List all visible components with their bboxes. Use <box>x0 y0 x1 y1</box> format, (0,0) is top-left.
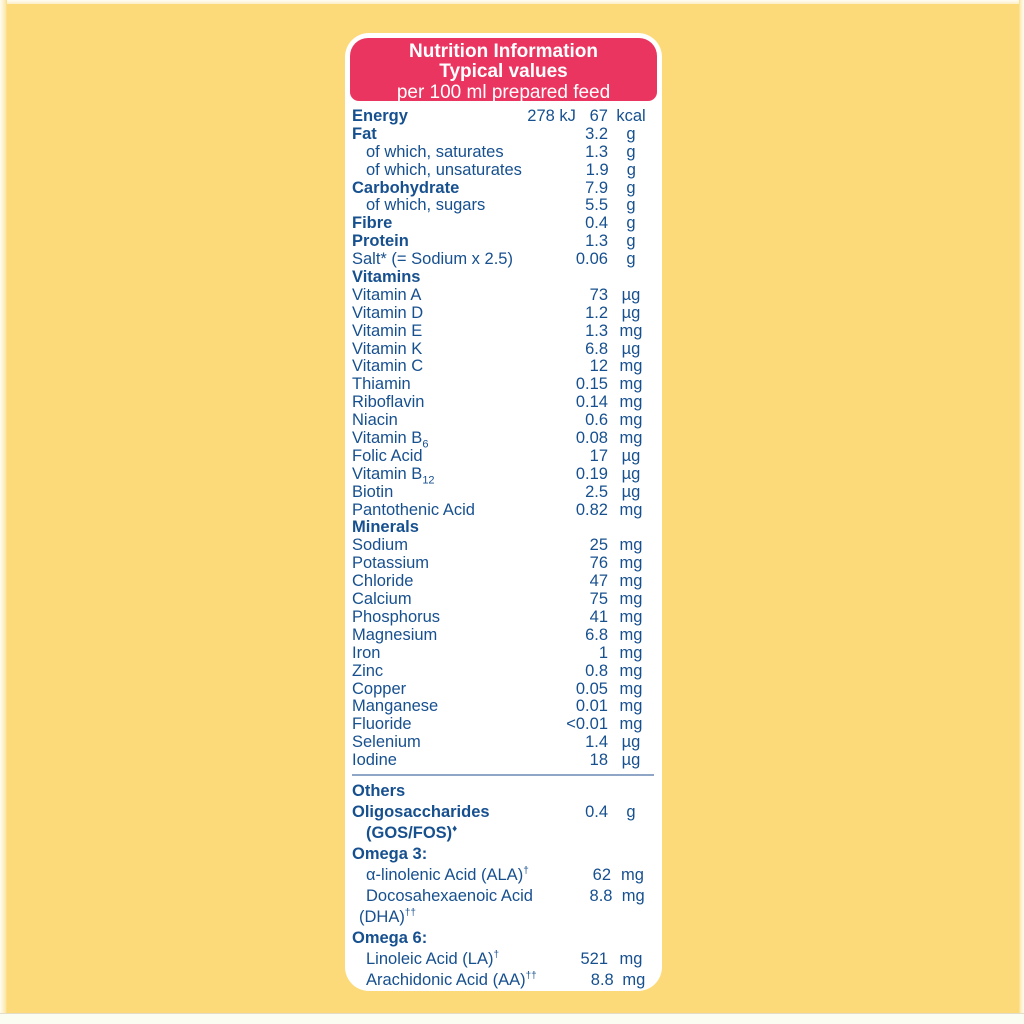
header-subtitle: Typical values <box>439 61 568 82</box>
nutrition-label-panel <box>345 33 662 991</box>
row-value: 3.2 <box>585 124 608 143</box>
row-unit: g <box>626 232 636 251</box>
label-superscript: ♦ <box>452 823 458 835</box>
table-row <box>352 591 654 609</box>
row-label: (GOS/FOS)♦ <box>366 823 458 842</box>
table-row <box>352 609 654 627</box>
table-row <box>352 781 654 802</box>
row-unit: µg <box>621 285 641 304</box>
row-unit: g <box>626 250 636 269</box>
row-unit: mg <box>619 393 643 412</box>
row-label: Carbohydrate <box>352 178 460 197</box>
table-row <box>352 928 654 949</box>
table-row <box>352 802 654 823</box>
row-unit: mg <box>621 865 644 884</box>
header-serving-basis: per 100 ml prepared feed <box>396 82 611 103</box>
row-unit: µg <box>621 464 641 483</box>
row-value: 8.8 <box>590 970 614 989</box>
table-row <box>352 215 654 233</box>
table-row <box>352 412 654 430</box>
row-value: 5.5 <box>585 196 608 215</box>
row-unit: g <box>626 160 636 179</box>
row-value: 0.4 <box>585 214 608 233</box>
row-value: 0.8 <box>585 661 608 680</box>
row-value: 0.4 <box>585 802 608 821</box>
table-row <box>352 681 654 699</box>
others-table <box>345 779 662 991</box>
row-unit: mg <box>619 411 643 430</box>
row-unit: mg <box>619 715 643 734</box>
table-row <box>352 484 654 502</box>
row-value: 2.5 <box>585 482 608 501</box>
row-value: 25 <box>589 536 608 555</box>
row-value: 0.05 <box>575 679 608 698</box>
row-label: Omega 3: <box>352 844 428 863</box>
row-value: 1 <box>598 643 608 662</box>
row-unit: µg <box>621 446 641 465</box>
label-superscript: †† <box>404 907 416 919</box>
row-value: 0.19 <box>575 464 608 483</box>
row-unit: mg <box>619 590 643 609</box>
row-unit: mg <box>619 375 643 394</box>
row-value: 62 <box>592 865 611 884</box>
table-row <box>352 287 654 305</box>
row-label: Copper <box>352 679 407 698</box>
row-label: (DHA)†† <box>359 907 416 926</box>
row-label: Vitamin A <box>352 285 422 304</box>
row-label: Manganese <box>352 697 439 716</box>
table-row <box>352 394 654 412</box>
row-label: Vitamin $B_6$ <box>352 429 429 451</box>
row-unit: g <box>626 214 636 233</box>
row-value: 0.06 <box>575 250 608 269</box>
row-value: 0.08 <box>575 429 608 448</box>
row-unit: g <box>626 142 636 161</box>
row-label: Vitamin C <box>352 357 424 376</box>
row-unit: mg <box>619 536 643 555</box>
table-row <box>352 464 654 487</box>
row-unit: mg <box>619 321 643 340</box>
table-row <box>352 126 654 144</box>
table-row <box>352 448 654 466</box>
row-label: Fluoride <box>352 715 412 734</box>
row-label: Minerals <box>352 518 419 537</box>
row-unit: mg <box>619 679 643 698</box>
row-unit: µg <box>621 339 641 358</box>
row-unit: g <box>626 802 636 821</box>
table-row-continuation <box>352 907 654 928</box>
row-value: 8.8 <box>589 886 613 905</box>
row-label: Vitamin $B_{12}$ <box>352 464 435 487</box>
row-label: Docosahexaenoic Acid <box>366 886 533 905</box>
label-superscript: †† <box>525 970 537 982</box>
row-label: Sodium <box>352 536 408 555</box>
row-label: Vitamin K <box>352 339 423 358</box>
table-row <box>352 162 654 180</box>
table-row <box>352 429 654 451</box>
table-row <box>352 197 654 215</box>
table-row <box>352 752 654 770</box>
row-label: Phosphorus <box>352 607 441 626</box>
row-unit: mg <box>619 607 643 626</box>
row-label: Vitamins <box>352 268 421 287</box>
row-unit: g <box>626 124 636 143</box>
row-unit: mg <box>622 970 646 989</box>
table-row <box>352 573 654 591</box>
row-label: Iodine <box>352 751 397 770</box>
row-label: Iron <box>352 643 381 662</box>
row-value: 6.8 <box>585 625 608 644</box>
row-label: Zinc <box>352 661 384 680</box>
row-label: Arachidonic Acid (AA)†† <box>366 970 537 989</box>
table-row <box>352 323 654 341</box>
table-row <box>352 645 654 663</box>
row-unit: mg <box>619 500 643 519</box>
row-value: 76 <box>589 554 608 573</box>
row-unit: mg <box>621 886 645 905</box>
row-unit: µg <box>621 733 641 752</box>
photo-edge-right <box>1019 0 1024 1024</box>
row-unit: mg <box>619 554 643 573</box>
row-label: Calcium <box>352 590 412 609</box>
table-row <box>352 698 654 716</box>
row-value: 12 <box>589 357 608 376</box>
row-unit: mg <box>619 661 643 680</box>
row-unit: mg <box>619 643 643 662</box>
row-unit: mg <box>619 572 643 591</box>
row-unit: kcal <box>616 107 646 125</box>
label-subscript: 6 <box>422 438 429 451</box>
row-value: 18 <box>589 751 608 770</box>
row-value: 75 <box>589 590 608 609</box>
table-row <box>352 305 654 323</box>
table-row <box>352 180 654 198</box>
table-row <box>352 844 654 865</box>
label-subscript: 12 <box>422 474 435 487</box>
row-label: of which, saturates <box>366 142 504 161</box>
table-row <box>352 519 654 537</box>
table-row-continuation <box>352 823 654 844</box>
row-label: Vitamin E <box>352 321 423 340</box>
table-row <box>352 734 654 752</box>
row-label: Protein <box>352 232 409 251</box>
row-label: Magnesium <box>352 625 438 644</box>
row-label: Salt* (= Sodium x 2.5) <box>352 250 513 269</box>
row-value: 1.2 <box>585 303 608 322</box>
row-unit: mg <box>619 949 643 968</box>
row-value: 73 <box>589 285 608 304</box>
table-row <box>352 555 654 573</box>
table-row <box>352 341 654 359</box>
row-value: 1.3 <box>585 321 608 340</box>
row-value: 7.9 <box>585 178 608 197</box>
row-value: 278 kJ 67 <box>527 107 608 125</box>
section-divider <box>352 774 654 776</box>
row-label: Pantothenic Acid <box>352 500 475 519</box>
row-unit: mg <box>619 697 643 716</box>
table-row <box>352 627 654 645</box>
row-label: of which, unsaturates <box>366 160 522 179</box>
row-unit: µg <box>621 751 641 770</box>
row-value: <0.01 <box>566 715 608 734</box>
photo-edge-bottom <box>0 1013 1024 1024</box>
row-value: 0.14 <box>575 393 608 412</box>
row-value: 41 <box>589 607 608 626</box>
row-label: Others <box>352 781 406 800</box>
row-label: Niacin <box>352 411 398 430</box>
photo-edge-left <box>0 0 7 1024</box>
row-unit: mg <box>619 357 643 376</box>
table-row <box>352 663 654 681</box>
row-value: 0.15 <box>575 375 608 394</box>
row-label: Oligosaccharides <box>352 802 490 821</box>
row-label: Fibre <box>352 214 393 233</box>
photo-edge-top <box>0 0 1024 4</box>
table-row <box>352 108 654 126</box>
row-value: 521 <box>580 949 608 968</box>
row-label: Energy <box>352 107 408 125</box>
table-row <box>352 251 654 269</box>
row-value: 6.8 <box>585 339 608 358</box>
row-value: 0.01 <box>575 697 608 716</box>
row-label: Potassium <box>352 554 430 573</box>
row-unit: mg <box>619 625 643 644</box>
table-row <box>352 376 654 394</box>
row-label: Folic Acid <box>352 446 423 465</box>
table-row <box>352 233 654 251</box>
label-superscript: † <box>493 949 500 961</box>
table-row <box>352 269 654 287</box>
row-value: 17 <box>589 446 608 465</box>
row-label: Biotin <box>352 482 394 501</box>
table-row <box>352 949 654 970</box>
row-label: Linoleic Acid (LA)† <box>366 949 500 968</box>
row-label: Fat <box>352 124 377 143</box>
table-row <box>352 358 654 376</box>
header-title: Nutrition Information <box>409 41 598 62</box>
row-value: 0.6 <box>585 411 608 430</box>
table-row <box>352 886 654 907</box>
table-row <box>352 716 654 734</box>
row-label: Thiamin <box>352 375 411 394</box>
row-value: 1.4 <box>585 733 608 752</box>
row-label: of which, sugars <box>366 196 486 215</box>
row-label: Selenium <box>352 733 421 752</box>
table-row <box>352 502 654 520</box>
row-unit: µg <box>621 482 641 501</box>
row-unit: g <box>626 196 636 215</box>
row-label: Chloride <box>352 572 414 591</box>
table-row <box>352 970 654 991</box>
nutrition-table <box>345 106 662 770</box>
table-row <box>352 537 654 555</box>
label-superscript: † <box>523 865 529 877</box>
row-value: 1.3 <box>585 142 608 161</box>
nutrition-header <box>350 38 657 101</box>
row-unit: µg <box>621 303 641 322</box>
row-value: 1.3 <box>585 232 608 251</box>
table-row <box>352 865 654 886</box>
row-unit: g <box>626 178 636 197</box>
row-unit: mg <box>619 429 643 448</box>
row-label: α-linolenic Acid (ALA)† <box>366 865 529 884</box>
row-label: Omega 6: <box>352 928 428 947</box>
row-value: 47 <box>589 572 608 591</box>
row-value: 0.82 <box>575 500 608 519</box>
table-row <box>352 144 654 162</box>
row-label: Riboflavin <box>352 393 425 412</box>
row-label: Vitamin D <box>352 303 424 322</box>
row-value: 1.9 <box>585 160 609 179</box>
